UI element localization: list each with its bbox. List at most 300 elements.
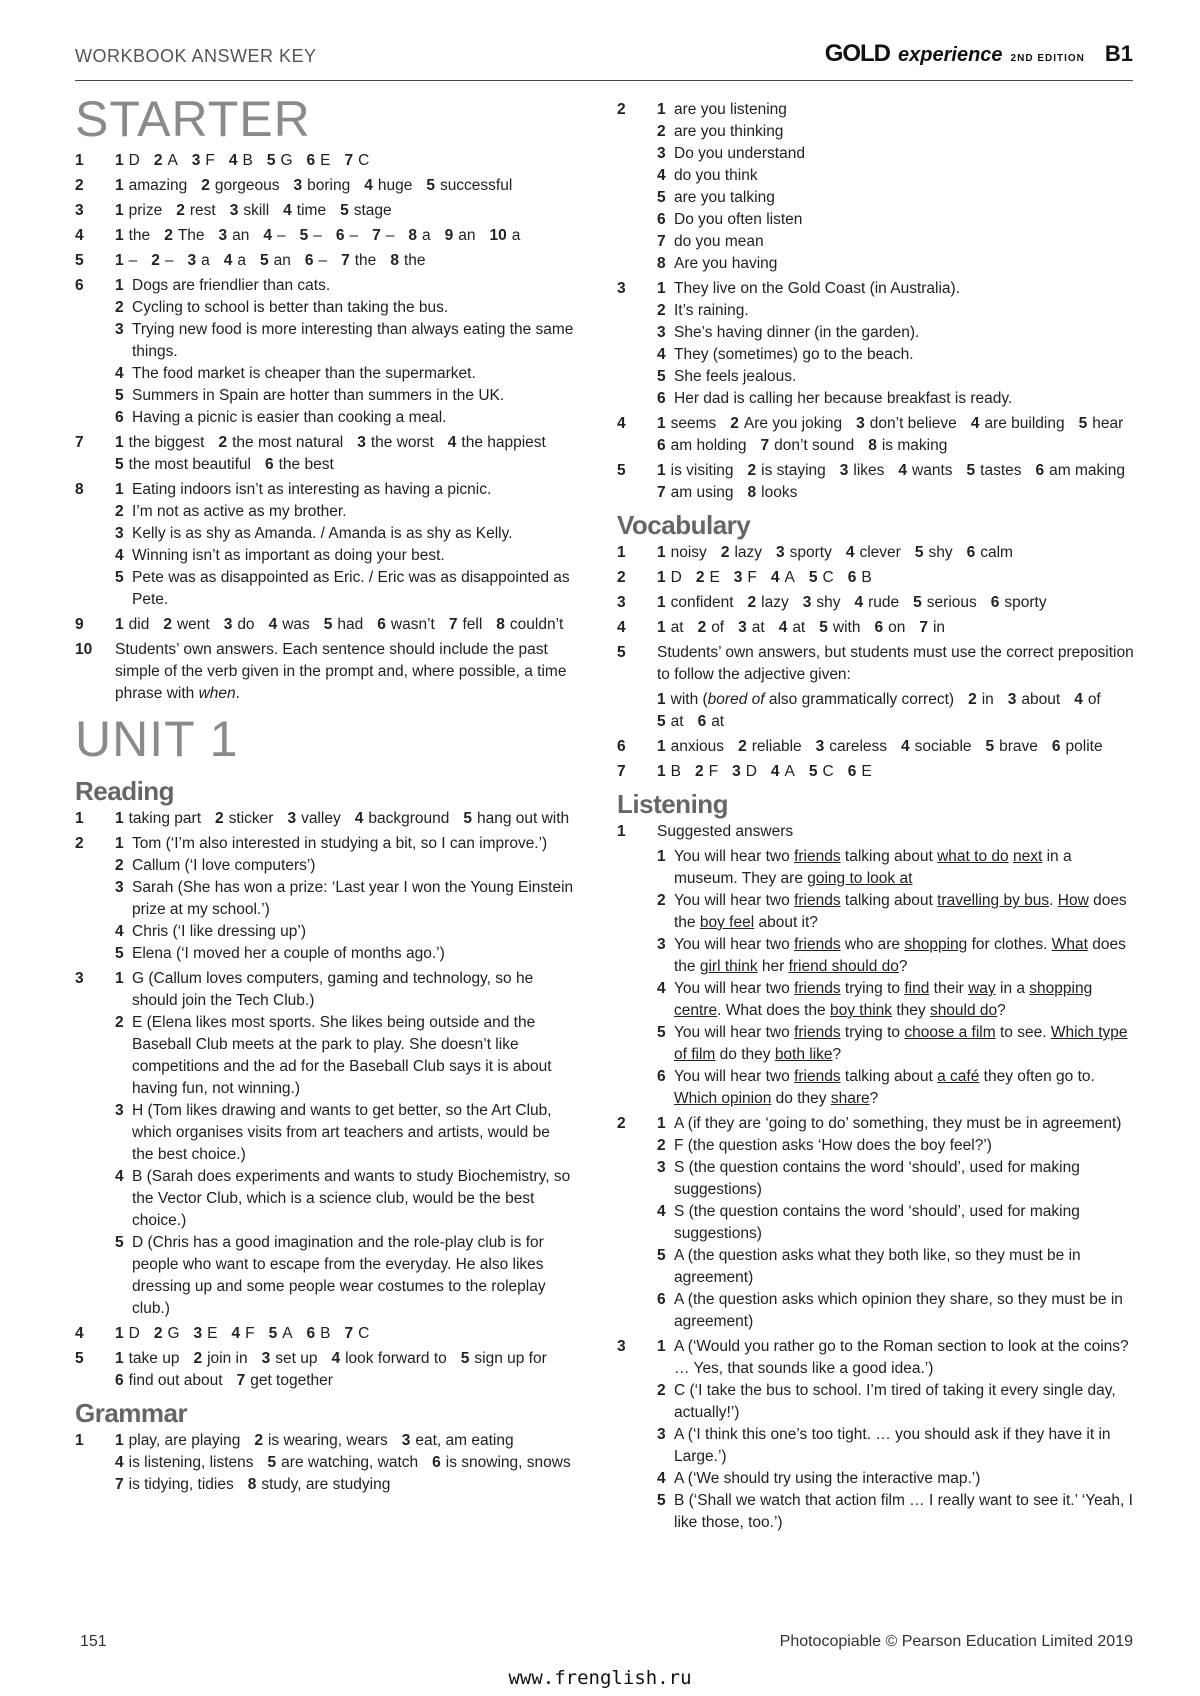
answer-number: 8 — [657, 255, 666, 272]
exercise — [75, 639, 575, 705]
answer-text: Having a picnic is easier than cooking a meal. — [132, 409, 447, 426]
answer-number: 8 — [247, 1476, 257, 1493]
answer-number: 3 — [839, 462, 849, 479]
answer-item — [192, 150, 215, 172]
answer-item — [260, 250, 291, 272]
answer-number: 1 — [115, 1350, 124, 1367]
answer-item — [657, 413, 716, 435]
answer-text: – — [313, 227, 322, 244]
answer-item — [868, 435, 947, 457]
answer-number: 4 — [263, 227, 273, 244]
answer-text: skill — [243, 202, 270, 219]
answer-item — [1052, 736, 1103, 758]
exercise-number: 5 — [75, 252, 84, 269]
answer-number: 5 — [115, 456, 124, 473]
answer-number: 1 — [115, 277, 124, 294]
answer-item — [461, 1348, 547, 1370]
answer-item — [390, 250, 425, 272]
answer-note: Suggested answers — [657, 823, 794, 840]
answer-number: 5 — [657, 1492, 666, 1509]
answer-text: – — [349, 227, 359, 244]
answer-text: with — [832, 619, 861, 636]
page-number: 151 — [80, 1633, 107, 1650]
answer-item — [732, 761, 757, 783]
answer-number: 3 — [293, 177, 303, 194]
answer-item — [194, 1323, 218, 1345]
exercise-number: 1 — [617, 823, 626, 840]
answer-number: 2 — [153, 152, 163, 169]
exercise-number: 3 — [617, 594, 626, 611]
answer-item — [426, 175, 512, 197]
answer-item — [115, 200, 162, 222]
answer-item — [324, 614, 364, 636]
answer-number: 3 — [657, 936, 666, 953]
answer-text: an — [273, 252, 291, 269]
answer-line — [657, 143, 1137, 165]
exercise — [75, 833, 575, 965]
answer-text: Pete was as disappointed as Eric. / Eric was as disappointed as Pete. — [132, 569, 570, 608]
answer-text: D — [128, 152, 140, 169]
answer-text: are you listening — [674, 101, 787, 118]
answer-item — [463, 808, 569, 830]
answer-number: 6 — [657, 211, 666, 228]
answer-number: 5 — [426, 177, 435, 194]
section-heading: Vocabulary — [617, 510, 751, 540]
answer-number: 6 — [306, 1325, 316, 1342]
answer-number: 2 — [164, 227, 173, 244]
answer-item — [779, 617, 806, 639]
answer-number: 3 — [187, 252, 197, 269]
answer-text: F — [747, 569, 757, 586]
answer-text: C — [822, 569, 834, 586]
answer-text: C — [358, 1325, 370, 1342]
answer-text: the — [354, 252, 377, 269]
answer-number: 5 — [340, 202, 349, 219]
answer-number: 6 — [335, 227, 345, 244]
answer-number: 2 — [657, 892, 666, 909]
answer-number: 7 — [657, 484, 666, 501]
answer-line — [115, 545, 575, 567]
answer-number: 1 — [657, 619, 666, 636]
answer-line — [657, 253, 1137, 275]
answer-number: 2 — [657, 302, 666, 319]
answer-item — [229, 150, 253, 172]
answer-number: 7 — [236, 1372, 246, 1389]
answer-text: C — [358, 152, 370, 169]
answer-text: are watching, watch — [281, 1454, 419, 1471]
answer-number: 6 — [874, 619, 884, 636]
answer-item — [967, 542, 1013, 564]
brand-edition: 2ND EDITION — [1010, 53, 1085, 64]
answer-text: huge — [377, 177, 413, 194]
answer-number: 5 — [657, 368, 666, 385]
answer-item — [154, 150, 178, 172]
answer-number: 3 — [115, 321, 124, 338]
answer-number: 1 — [657, 1115, 666, 1132]
answer-text: are building — [984, 415, 1065, 432]
answer-item — [991, 592, 1047, 614]
answer-text: seems — [670, 415, 717, 432]
answer-item — [219, 225, 250, 247]
answer-text: F (the question asks ‘How does the boy feel?’) — [674, 1137, 992, 1154]
answer-item — [151, 250, 173, 272]
answer-number: 1 — [115, 1325, 124, 1342]
answer-text: an — [458, 227, 476, 244]
answer-text: went — [176, 616, 210, 633]
answer-item — [721, 542, 762, 564]
answer-text: Cycling to school is better than taking the bus. — [132, 299, 449, 316]
answer-note: Students’ own answers, but students must use the correct preposition to follow the adjective given: — [657, 644, 1134, 683]
answer-text: – — [318, 252, 328, 269]
answer-item — [809, 567, 834, 589]
answer-number: 8 — [868, 437, 877, 454]
answer-text: a — [201, 252, 210, 269]
exercise — [75, 275, 575, 429]
answer-text: A (‘Would you rather go to the Roman section to look at the coins? … Yes, that sounds like a good idea.’) — [674, 1338, 1129, 1377]
answer-item — [408, 225, 430, 247]
answer-item — [248, 1474, 391, 1496]
answer-item — [445, 225, 476, 247]
answer-item — [490, 225, 521, 247]
answer-text: set up — [275, 1350, 318, 1367]
answer-text: the most beautiful — [128, 456, 251, 473]
answer-number: 1 — [115, 835, 124, 852]
answer-number: 1 — [657, 569, 666, 586]
answer-text: likes — [853, 462, 885, 479]
answer-item — [237, 1370, 333, 1392]
answer-line — [115, 479, 575, 501]
answer-item — [364, 175, 412, 197]
exercise — [617, 592, 1137, 614]
answer-number: 5 — [913, 594, 922, 611]
answer-text: Elena (‘I moved her a couple of months ago.’) — [132, 945, 445, 962]
answer-item — [657, 592, 734, 614]
answer-number: 5 — [460, 1350, 470, 1367]
answer-number: 5 — [657, 189, 666, 206]
answer-item — [657, 736, 724, 758]
answer-item — [224, 614, 255, 636]
answer-text: F — [245, 1325, 255, 1342]
answer-item — [345, 1323, 370, 1345]
answer-text: had — [337, 616, 364, 633]
answer-item — [971, 413, 1065, 435]
answer-text: is snowing, snows — [445, 1454, 571, 1471]
answer-text: C — [822, 763, 834, 780]
exercise — [75, 175, 575, 197]
exercise — [617, 413, 1137, 457]
answer-number: 3 — [191, 152, 201, 169]
exercise — [75, 225, 575, 247]
answer-item — [283, 200, 326, 222]
answer-text: E — [207, 1325, 218, 1342]
answer-number: 1 — [115, 970, 124, 987]
answer-line — [657, 322, 1137, 344]
answer-item — [355, 808, 450, 830]
answer-number: 8 — [408, 227, 418, 244]
answer-item — [1008, 689, 1060, 711]
answer-item — [1074, 689, 1101, 711]
answer-row — [657, 689, 1137, 733]
answer-text: look forward to — [345, 1350, 447, 1367]
exercise — [75, 1323, 575, 1345]
answer-item — [760, 435, 854, 457]
answer-number: 3 — [732, 763, 741, 780]
answer-item — [307, 1323, 331, 1345]
answer-number: 1 — [657, 1338, 666, 1355]
answer-text: anxious — [670, 738, 725, 755]
answer-number: 2 — [697, 619, 707, 636]
answer-line — [115, 297, 575, 319]
answer-text: polite — [1065, 738, 1103, 755]
answer-item — [846, 542, 901, 564]
exercise — [617, 460, 1137, 504]
answer-item — [164, 225, 204, 247]
answer-number: 4 — [770, 763, 780, 780]
answer-number: 7 — [919, 619, 928, 636]
answer-item — [188, 250, 210, 272]
answer-number: 5 — [115, 569, 124, 586]
answer-text: do — [237, 616, 255, 633]
exercise — [75, 200, 575, 222]
exercise-number: 4 — [617, 415, 626, 432]
answer-item — [115, 1430, 240, 1452]
answer-item — [771, 761, 795, 783]
answer-item — [432, 1452, 571, 1474]
answer-number: 2 — [657, 123, 666, 140]
answer-number: 5 — [808, 569, 818, 586]
section-heading: Grammar — [75, 1398, 188, 1428]
answer-number: 4 — [770, 569, 780, 586]
answer-item — [967, 460, 1022, 482]
answer-number: 5 — [1078, 415, 1088, 432]
answer-line — [657, 231, 1137, 253]
answer-item — [293, 175, 350, 197]
answer-number: 3 — [218, 227, 228, 244]
answer-item — [496, 614, 563, 636]
answer-number: 1 — [115, 152, 124, 169]
answer-text: It’s raining. — [674, 302, 749, 319]
answer-number: 1 — [115, 616, 124, 633]
answer-number: 5 — [323, 616, 333, 633]
answer-text: are you talking — [674, 189, 775, 206]
answer-number: 4 — [898, 462, 908, 479]
answer-number: 4 — [223, 252, 233, 269]
answer-number: 3 — [223, 616, 233, 633]
answer-line — [115, 921, 575, 943]
answer-item — [657, 460, 734, 482]
exercise-number: 1 — [75, 152, 84, 169]
answer-item — [115, 150, 140, 172]
copyright-notice: Photocopiable © Pearson Education Limited 2019 — [779, 1633, 1133, 1650]
answer-number: 4 — [115, 1454, 124, 1471]
answer-text: Are you having — [674, 255, 778, 272]
answer-number: 1 — [657, 691, 666, 708]
answer-number: 6 — [990, 594, 1000, 611]
answer-line — [115, 1166, 575, 1232]
answer-text: A (‘I think this one’s too tight. … you should ask if they have it in Large.’) — [674, 1426, 1111, 1465]
answer-item — [1036, 460, 1125, 482]
answer-item — [201, 175, 279, 197]
answer-number: 5 — [808, 763, 818, 780]
answer-text: rest — [189, 202, 216, 219]
answer-row — [115, 432, 575, 476]
exercise — [617, 567, 1137, 589]
answer-number: 6 — [847, 763, 857, 780]
answer-text: noisy — [670, 544, 707, 561]
answer-item — [803, 592, 841, 614]
answer-line — [657, 121, 1137, 143]
answer-item — [848, 567, 872, 589]
answer-text: A (‘We should try using the interactive map.’) — [674, 1470, 981, 1487]
answer-number: 4 — [970, 415, 980, 432]
exercise — [617, 761, 1137, 783]
answer-number: 10 — [489, 227, 507, 244]
answer-text: Sarah (She has won a prize: ‘Last year I won the Young Einstein prize at my school.’) — [132, 879, 574, 918]
answer-number: 3 — [115, 879, 124, 896]
answer-number: 6 — [115, 1372, 124, 1389]
answer-text: A — [167, 152, 178, 169]
answer-text: They live on the Gold Coast (in Australia). — [674, 280, 961, 297]
answer-number: 4 — [845, 544, 855, 561]
answer-number: 4 — [354, 810, 364, 827]
answer-number: 3 — [357, 434, 366, 451]
answer-text: with (bored of also grammatically correct) — [670, 691, 955, 708]
answer-item — [336, 225, 358, 247]
answer-text: A — [784, 569, 795, 586]
answer-item — [287, 808, 340, 830]
exercise-number: 1 — [617, 544, 626, 561]
answer-text: did — [128, 616, 150, 633]
exercise — [75, 1430, 575, 1496]
answer-number: 3 — [738, 619, 747, 636]
answer-text: hear — [1092, 415, 1124, 432]
answer-text: Winning isn’t as important as doing your best. — [132, 547, 445, 564]
answer-number: 5 — [299, 227, 309, 244]
answer-number: 5 — [115, 387, 124, 404]
answer-number: 1 — [115, 810, 124, 827]
answer-number: 4 — [657, 1470, 666, 1487]
exercise-number: 5 — [75, 1350, 84, 1367]
answer-text: E — [709, 569, 720, 586]
answer-text: an — [232, 227, 250, 244]
answer-text: a — [237, 252, 246, 269]
answer-item — [267, 150, 293, 172]
answer-number: 5 — [657, 713, 666, 730]
answer-number: 4 — [447, 434, 457, 451]
answer-number: 2 — [176, 202, 185, 219]
answer-number: 4 — [283, 202, 292, 219]
answer-text: serious — [926, 594, 977, 611]
answer-number: 3 — [1007, 691, 1017, 708]
answer-number: 3 — [776, 544, 785, 561]
answer-line — [657, 934, 1137, 978]
answer-number: 1 — [115, 1432, 124, 1449]
answer-item — [840, 460, 885, 482]
answer-text: on — [888, 619, 906, 636]
answer-item — [657, 542, 707, 564]
answer-text: B — [861, 569, 872, 586]
answer-text: S (the question contains the word ‘should’, used for making suggestions) — [674, 1159, 1080, 1198]
answer-text: – — [385, 227, 395, 244]
answer-number: 2 — [115, 857, 124, 874]
answer-line — [657, 1113, 1137, 1135]
answer-text: careless — [829, 738, 888, 755]
answer-item — [771, 567, 795, 589]
answer-row — [657, 460, 1137, 504]
answer-number: 9 — [444, 227, 454, 244]
answer-text: Kelly is as shy as Amanda. / Amanda is as shy as Kelly. — [132, 525, 513, 542]
section-heading: Listening — [617, 789, 729, 819]
exercise — [617, 99, 1137, 275]
exercise-number: 8 — [75, 481, 84, 498]
answer-item — [176, 200, 215, 222]
answer-number: 2 — [151, 252, 160, 269]
answer-text: rude — [868, 594, 900, 611]
answer-number: 3 — [261, 1350, 271, 1367]
answer-item — [115, 175, 187, 197]
answer-item — [265, 454, 334, 476]
answer-row — [115, 250, 575, 272]
answer-number: 7 — [344, 152, 354, 169]
answer-item — [154, 1323, 180, 1345]
answer-item — [218, 432, 343, 454]
answer-number: 3 — [815, 738, 825, 755]
answer-line — [657, 1424, 1137, 1468]
answer-number: 1 — [657, 544, 666, 561]
answer-line — [115, 833, 575, 855]
answer-item — [748, 460, 826, 482]
answer-number: 6 — [115, 409, 124, 426]
exercise — [617, 1336, 1137, 1534]
answer-row — [115, 614, 575, 636]
answer-number: 8 — [496, 616, 505, 633]
answer-text: calm — [980, 544, 1013, 561]
answer-text: the best — [278, 456, 334, 473]
answer-number: 2 — [695, 569, 705, 586]
answer-number: 7 — [115, 1476, 124, 1493]
answer-text: sign up for — [474, 1350, 547, 1367]
answer-row — [115, 1323, 575, 1345]
answer-row — [657, 736, 1137, 758]
answer-line — [657, 846, 1137, 890]
answer-line — [115, 877, 575, 921]
exercise-number: 1 — [75, 810, 84, 827]
answer-item — [269, 614, 310, 636]
answer-number: 6 — [1035, 462, 1045, 479]
answer-number: 2 — [694, 763, 704, 780]
answer-text: find out about — [128, 1372, 223, 1389]
answer-row — [115, 175, 575, 197]
answer-text: is staying — [761, 462, 826, 479]
answer-number: 3 — [856, 415, 865, 432]
answer-item — [874, 617, 905, 639]
answer-row — [115, 808, 575, 830]
answer-text: successful — [439, 177, 513, 194]
answer-text: a — [422, 227, 431, 244]
answer-line — [657, 1201, 1137, 1245]
answer-text: A (the question asks what they both like, so they must be in agreement) — [674, 1247, 1081, 1286]
answer-line — [657, 890, 1137, 934]
answer-number: 1 — [115, 227, 124, 244]
answer-item — [269, 1323, 293, 1345]
answer-item — [986, 736, 1038, 758]
answer-number: 3 — [193, 1325, 203, 1342]
answer-line — [657, 978, 1137, 1022]
level-badge: B1 — [1104, 41, 1133, 66]
answer-number: 7 — [344, 1325, 354, 1342]
exercise-number: 3 — [617, 280, 626, 297]
answer-number: 1 — [657, 848, 666, 865]
